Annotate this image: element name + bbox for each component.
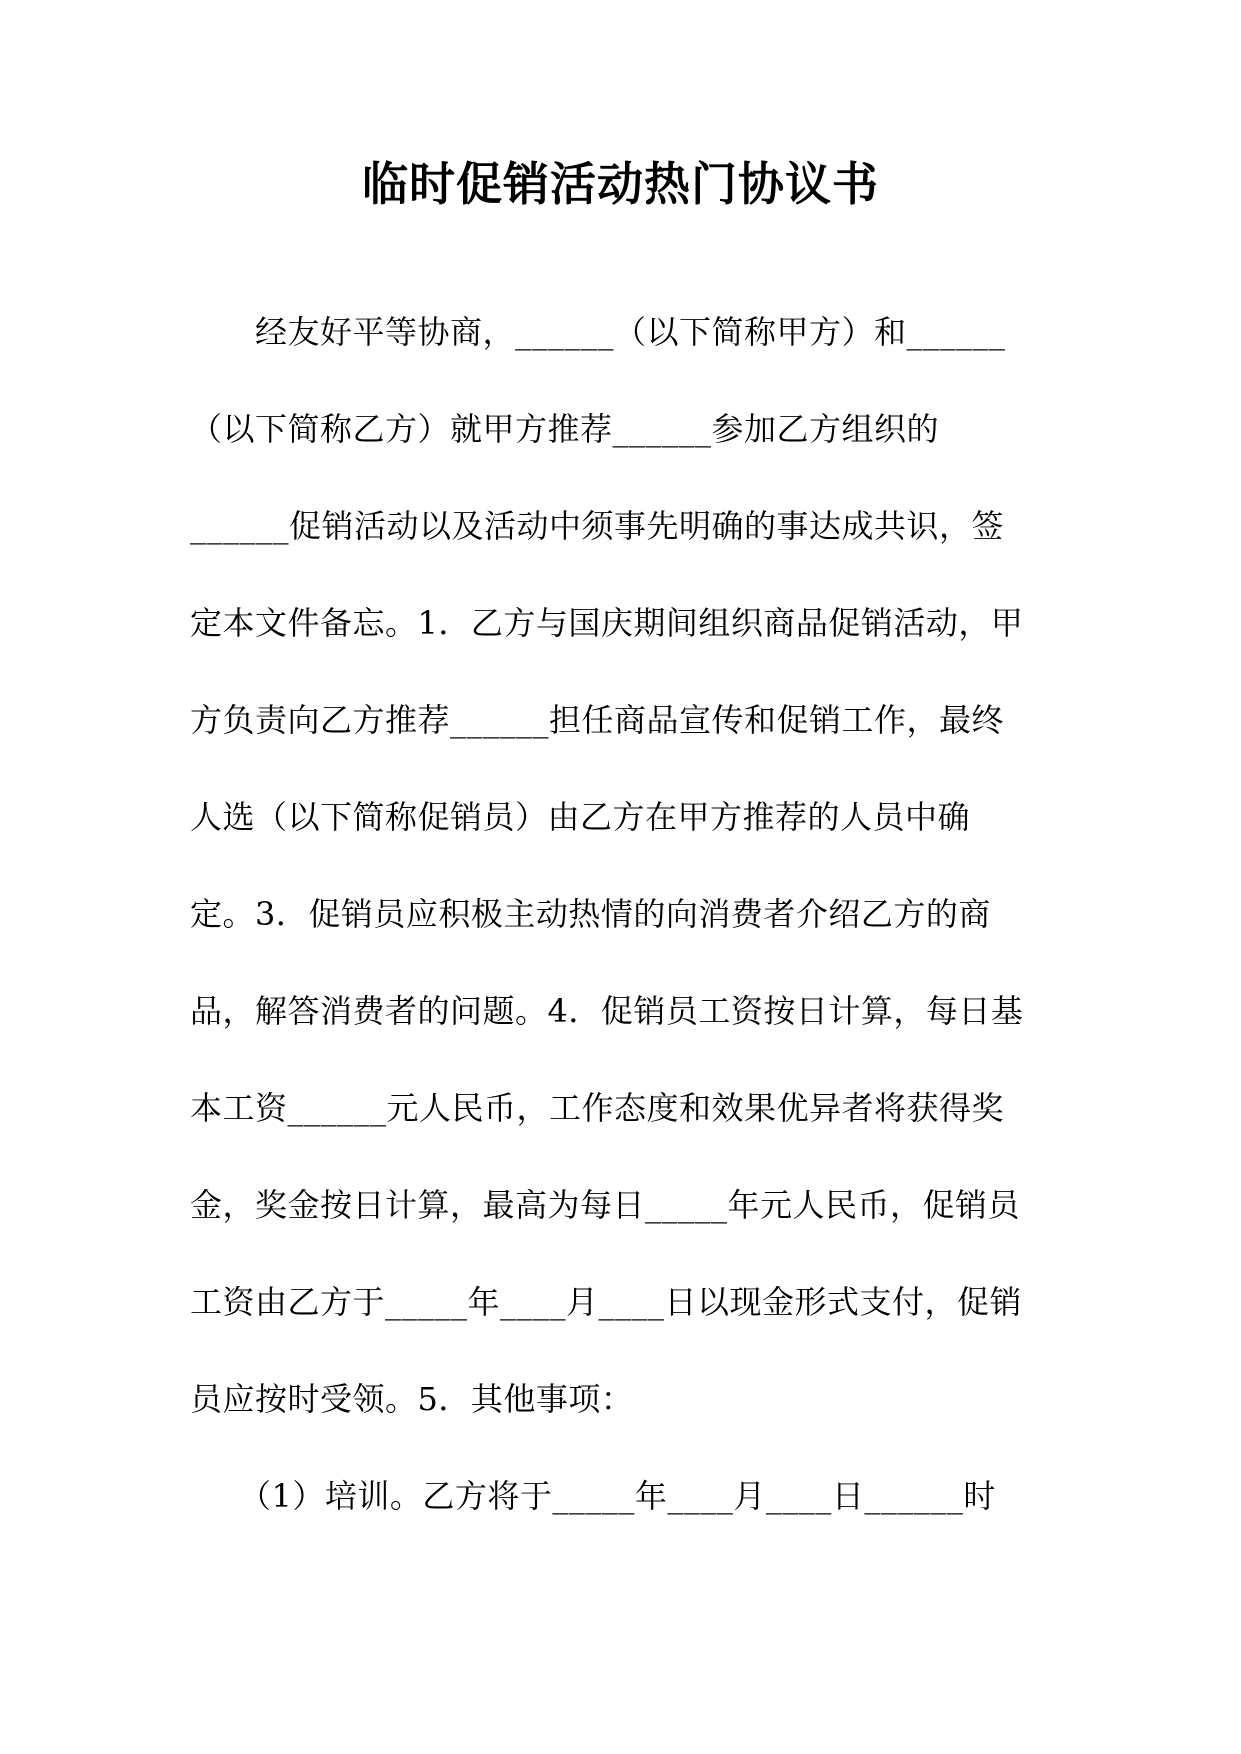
document-title: 临时促销活动热门协议书 [362,157,879,211]
body-line-9: 本工资______元人民币，工作态度和效果优异者将获得奖 [190,1089,1005,1127]
body-line-5: 方负责向乙方推荐______担任商品宣传和促销工作，最终 [190,701,1005,739]
body-line-11: 工资由乙方于_____年____月____日以现金形式支付，促销 [190,1283,1023,1321]
body-line-10: 金，奖金按日计算，最高为每日_____年元人民币，促销员 [190,1186,1021,1224]
body-line-13: （1）培训。乙方将于_____年____月____日______时 [190,1477,996,1515]
body-line-2: （以下简称乙方）就甲方推荐______参加乙方组织的 [190,410,940,448]
body-line-8: 品，解答消费者的问题。4．促销员工资按日计算，每日基 [190,992,1024,1030]
body-line-4: 定本文件备忘。1．乙方与国庆期间组织商品促销活动，甲 [190,604,1024,642]
body-line-3: ______促销活动以及活动中须事先明确的事达成共识，签 [190,507,1005,545]
body-line-6: 人选（以下简称促销员）由乙方在甲方推荐的人员中确 [190,798,971,836]
body-line-12: 员应按时受领。5．其他事项： [190,1380,634,1418]
body-line-7: 定。3．促销员应积极主动热情的向消费者介绍乙方的商 [190,895,991,933]
body-line-1: 经友好平等协商，______（以下简称甲方）和______ [190,313,1006,351]
